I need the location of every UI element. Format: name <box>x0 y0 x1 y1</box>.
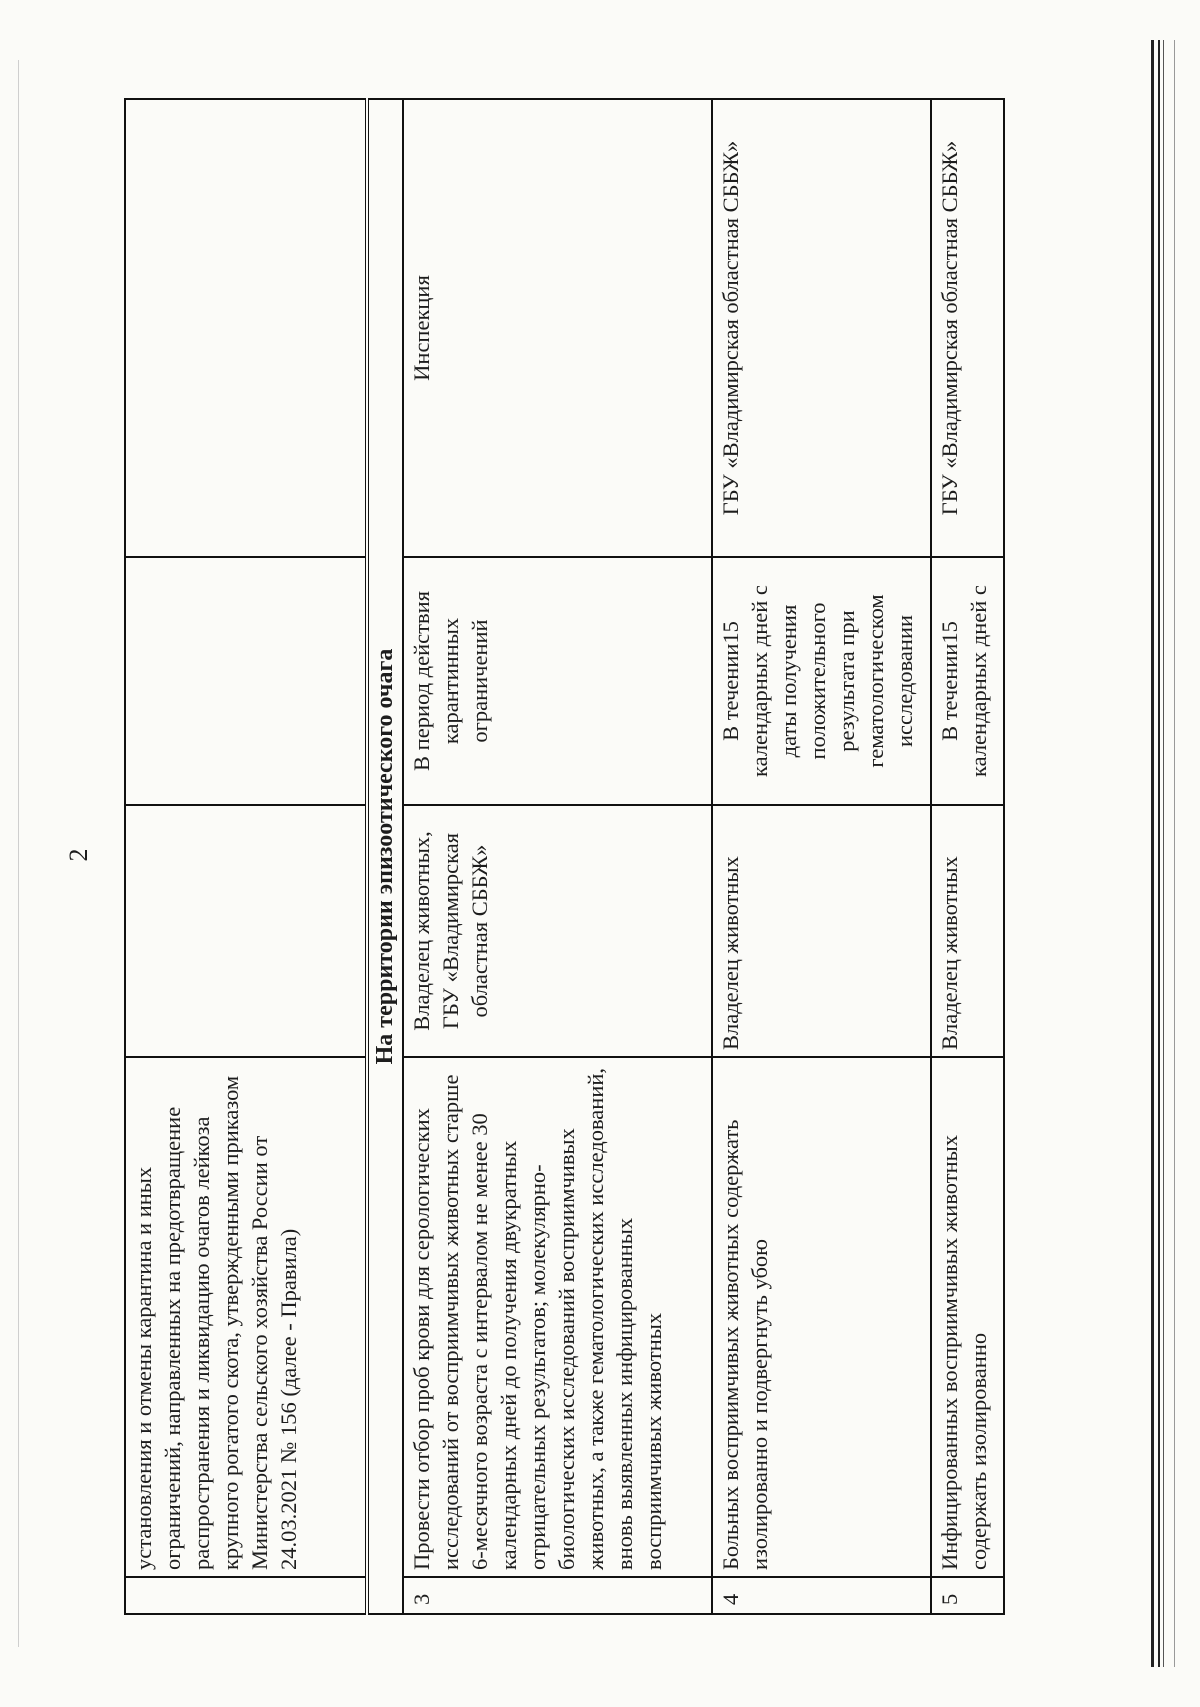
row-number <box>125 1577 367 1614</box>
page-number: 2 <box>64 848 93 862</box>
measure-cell: установления и отмены карантина и иных ограничений, направленных на предотвращение распространения и ликвидацию очагов лейкоза крупного рогатого скота, утвержденными приказом Министерства сельского хозяйства России от 24.03.2021 № 156 (далее - Правила) <box>125 1057 367 1577</box>
row-number: 3 <box>403 1577 712 1614</box>
measure-cell: Провести отбор проб крови для серологических исследований от восприимчивых животных старше 6-месячного возраста с интервалом не менее 30 календарных дней до получения двукратных отрицательных результатов; молекулярно-биологических исследований восприимчивых животных, а также гематологических исследований, вновь выявленных инфицированных восприимчивых животных <box>403 1057 712 1577</box>
table-row <box>931 99 1004 1614</box>
responsible-cell <box>125 805 367 1057</box>
section-title: На территории эпизоотического очага <box>367 99 403 1614</box>
scan-edge-line <box>1163 40 1164 1667</box>
rotated-document-page <box>60 75 1140 1635</box>
row-number: 4 <box>712 1577 931 1614</box>
measures-table <box>124 98 1005 1615</box>
control-cell: ГБУ «Владимирская областная СББЖ» <box>931 99 1004 557</box>
responsible-cell: Владелец животных <box>931 805 1004 1057</box>
responsible-cell: Владелец животных <box>712 805 931 1057</box>
deadline-cell <box>125 557 367 805</box>
control-cell <box>125 99 367 557</box>
scan-edge-line <box>1174 40 1175 1667</box>
row-number: 5 <box>931 1577 1004 1614</box>
table-row <box>712 99 931 1614</box>
control-cell: ГБУ «Владимирская областная СББЖ» <box>712 99 931 557</box>
measure-cell: Инфицированных восприимчивых животных содержать изолированно <box>931 1057 1004 1577</box>
deadline-cell: В течении15 календарных дней с даты получения положительного результата при гематологическом исследовании <box>712 557 931 805</box>
deadline-cell: В период действия карантинных ограничений <box>403 557 712 805</box>
deadline-cell: В течении15 календарных дней с <box>931 557 1004 805</box>
control-cell: Инспекция <box>403 99 712 557</box>
table-row <box>403 99 712 1614</box>
scan-edge-line <box>1151 40 1154 1667</box>
scan-edge-line <box>1158 40 1160 1667</box>
section-header-row <box>367 99 403 1614</box>
scan-noise-line <box>18 60 19 1647</box>
responsible-cell: Владелец животных, ГБУ «Владимирская областная СББЖ» <box>403 805 712 1057</box>
table-row <box>125 99 367 1614</box>
measure-cell: Больных восприимчивых животных содержать изолированно и подвергнуть убою <box>712 1057 931 1577</box>
